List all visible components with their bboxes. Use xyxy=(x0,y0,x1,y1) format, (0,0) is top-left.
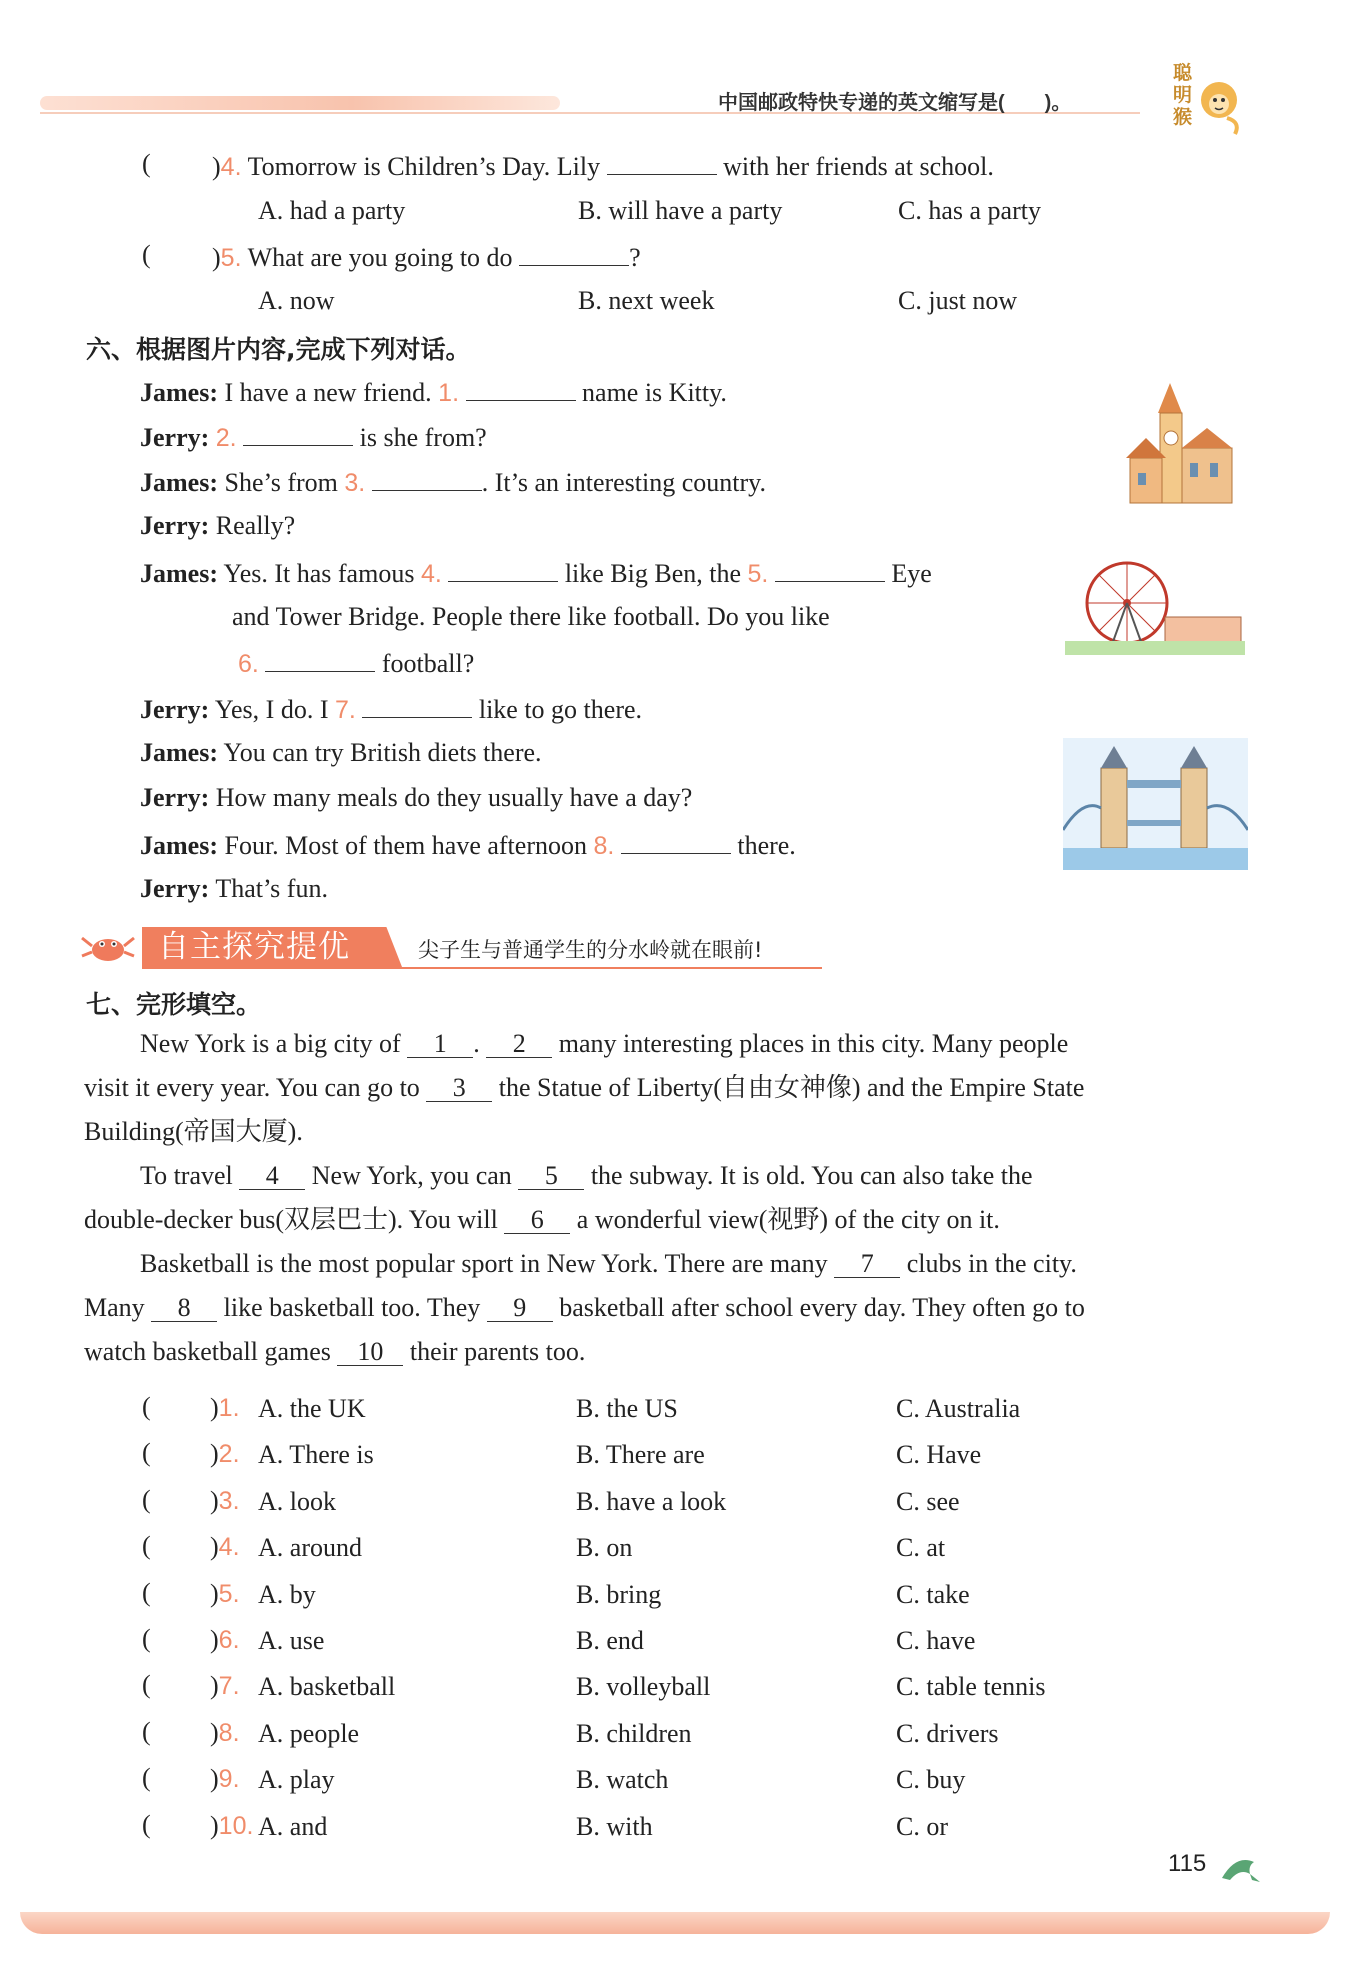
option-c: C. drivers xyxy=(896,1719,999,1748)
option-b: B. bring xyxy=(576,1580,662,1609)
cloze-question: )8. xyxy=(210,1718,240,1747)
passage-line: New York is a big city of 1 . 2 many interesting places in this city. Many people xyxy=(140,1029,1069,1058)
cloze-question: )4. xyxy=(210,1532,240,1561)
answer-paren[interactable]: ( xyxy=(142,1578,151,1607)
option-a: A. look xyxy=(258,1487,336,1516)
cloze-question: )5. xyxy=(210,1579,240,1608)
option-b: B. have a look xyxy=(576,1487,727,1516)
option-c: C. see xyxy=(896,1487,960,1516)
london-eye-illustration xyxy=(1065,555,1245,655)
answer-paren[interactable]: ( xyxy=(142,1531,151,1560)
header-question: 中国邮政特快专递的英文缩写是( )。 xyxy=(718,92,1072,114)
passage-line: watch basketball games 10 their parents too. xyxy=(84,1337,586,1366)
dialogue-line: and Tower Bridge. People there like football. Do you like xyxy=(232,602,830,631)
dialogue-line: Jerry: That’s fun. xyxy=(140,874,328,903)
answer-paren[interactable]: ( xyxy=(142,240,151,269)
banner-underline xyxy=(142,967,822,969)
cloze-question: )9. xyxy=(210,1764,240,1793)
question-number: 8. xyxy=(218,1719,240,1747)
question-number: 2. xyxy=(218,1440,240,1468)
banner-slogan: 尖子生与普通学生的分水岭就在眼前! xyxy=(418,938,763,962)
option-b: B. end xyxy=(576,1626,644,1655)
banner-crab-icon xyxy=(80,924,136,968)
option-a: A. by xyxy=(258,1580,316,1609)
question-5-4: )4. Tomorrow is Children’s Day. Lily with her friends at school. xyxy=(212,148,994,184)
option-c: C. table tennis xyxy=(896,1672,1046,1701)
mascot-logo xyxy=(1175,60,1245,138)
question-number: 1. xyxy=(218,1394,240,1422)
answer-paren[interactable]: ( xyxy=(142,1717,151,1746)
option-a: A. There is xyxy=(258,1440,374,1469)
question-number: 4. xyxy=(218,1533,240,1561)
passage-line: To travel 4 New York, you can 5 the subway. It is old. You can also take the xyxy=(140,1161,1033,1190)
question-number: 10. xyxy=(218,1812,254,1840)
option-c: C. has a party xyxy=(898,196,1041,225)
option-a: A. use xyxy=(258,1626,325,1655)
passage-line: double-decker bus(双层巴士). You will 6 a wonderful view(视野) of the city on it. xyxy=(84,1205,1000,1234)
dialogue-line: James: Four. Most of them have afternoon 8. there. xyxy=(140,827,796,863)
answer-paren[interactable]: ( xyxy=(142,1670,151,1699)
big-ben-illustration xyxy=(1120,378,1245,513)
dolphin-icon xyxy=(1218,1848,1262,1888)
option-a: A. now xyxy=(258,286,335,315)
question-number: 6. xyxy=(218,1626,240,1654)
option-a: A. and xyxy=(258,1812,328,1841)
dialogue-line: Jerry: 2. is she from? xyxy=(140,419,487,455)
cloze-question: )6. xyxy=(210,1625,240,1654)
option-b: B. the US xyxy=(576,1394,678,1423)
answer-paren[interactable]: ( xyxy=(142,1810,151,1839)
option-c: C. Have xyxy=(896,1440,982,1469)
cloze-question: )10. xyxy=(210,1811,254,1840)
option-b: B. children xyxy=(576,1719,692,1748)
dialogue-line: James: You can try British diets there. xyxy=(140,738,542,767)
option-a: A. basketball xyxy=(258,1672,396,1701)
option-a: A. around xyxy=(258,1533,362,1562)
banner-title: 自主探究提优 xyxy=(158,929,350,965)
passage-line: Basketball is the most popular sport in New York. There are many 7 clubs in the city. xyxy=(140,1249,1077,1278)
option-c: C. take xyxy=(896,1580,970,1609)
cloze-question: )3. xyxy=(210,1486,240,1515)
dialogue-line: Jerry: How many meals do they usually have a day? xyxy=(140,783,693,812)
option-c: C. at xyxy=(896,1533,946,1562)
question-number: 7. xyxy=(218,1672,240,1700)
option-b: B. watch xyxy=(576,1765,669,1794)
mascot-text: 聪明猴 xyxy=(1173,62,1193,128)
cloze-question: )7. xyxy=(210,1671,240,1700)
option-a: A. play xyxy=(258,1765,335,1794)
option-b: B. will have a party xyxy=(578,196,783,225)
option-c: C. Australia xyxy=(896,1394,1021,1423)
dialogue-line: 6. football? xyxy=(238,645,474,681)
answer-paren[interactable]: ( xyxy=(142,1392,151,1421)
passage-line: Building(帝国大厦). xyxy=(84,1117,303,1146)
section-seven-title: 七、完形填空。 xyxy=(86,990,262,1019)
dialogue-line: Jerry: Really? xyxy=(140,511,296,540)
question-5-5: )5. What are you going to do ? xyxy=(212,239,641,275)
option-c: C. just now xyxy=(898,286,1018,315)
section-six-title: 六、根据图片内容,完成下列对话。 xyxy=(86,335,471,364)
bottom-stripe xyxy=(20,1912,1330,1934)
option-a: A. had a party xyxy=(258,196,406,225)
dialogue-line: James: Yes. It has famous 4. like Big Ben, the 5. Eye xyxy=(140,555,932,591)
option-b: B. volleyball xyxy=(576,1672,711,1701)
answer-paren[interactable]: ( xyxy=(142,149,151,178)
answer-paren[interactable]: ( xyxy=(142,1485,151,1514)
passage-line: Many 8 like basketball too. They 9 basketball after school every day. They often go to xyxy=(84,1293,1085,1322)
option-b: B. with xyxy=(576,1812,653,1841)
option-c: C. buy xyxy=(896,1765,966,1794)
option-b: B. on xyxy=(576,1533,633,1562)
dialogue-line: Jerry: Yes, I do. I 7. like to go there. xyxy=(140,691,642,727)
option-a: A. people xyxy=(258,1719,360,1748)
question-number: 9. xyxy=(218,1765,240,1793)
answer-paren[interactable]: ( xyxy=(142,1763,151,1792)
option-a: A. the UK xyxy=(258,1394,366,1423)
question-number: 5. xyxy=(218,1580,240,1608)
answer-paren[interactable]: ( xyxy=(142,1438,151,1467)
option-c: C. or xyxy=(896,1812,948,1841)
dialogue-line: James: She’s from 3. . It’s an interesting country. xyxy=(140,464,766,500)
cloze-question: )1. xyxy=(210,1393,240,1422)
question-number: 3. xyxy=(218,1487,240,1515)
tower-bridge-illustration xyxy=(1063,738,1248,870)
option-b: B. next week xyxy=(578,286,715,315)
option-b: B. There are xyxy=(576,1440,705,1469)
page-number: 115 xyxy=(1168,1850,1207,1877)
answer-paren[interactable]: ( xyxy=(142,1624,151,1653)
option-c: C. have xyxy=(896,1626,976,1655)
passage-line: visit it every year. You can go to 3 the Statue of Liberty(自由女神像) and the Empire State xyxy=(84,1073,1085,1102)
cloze-question: )2. xyxy=(210,1439,240,1468)
dialogue-line: James: I have a new friend. 1. name is Kitty. xyxy=(140,374,727,410)
top-stripe xyxy=(40,96,560,110)
